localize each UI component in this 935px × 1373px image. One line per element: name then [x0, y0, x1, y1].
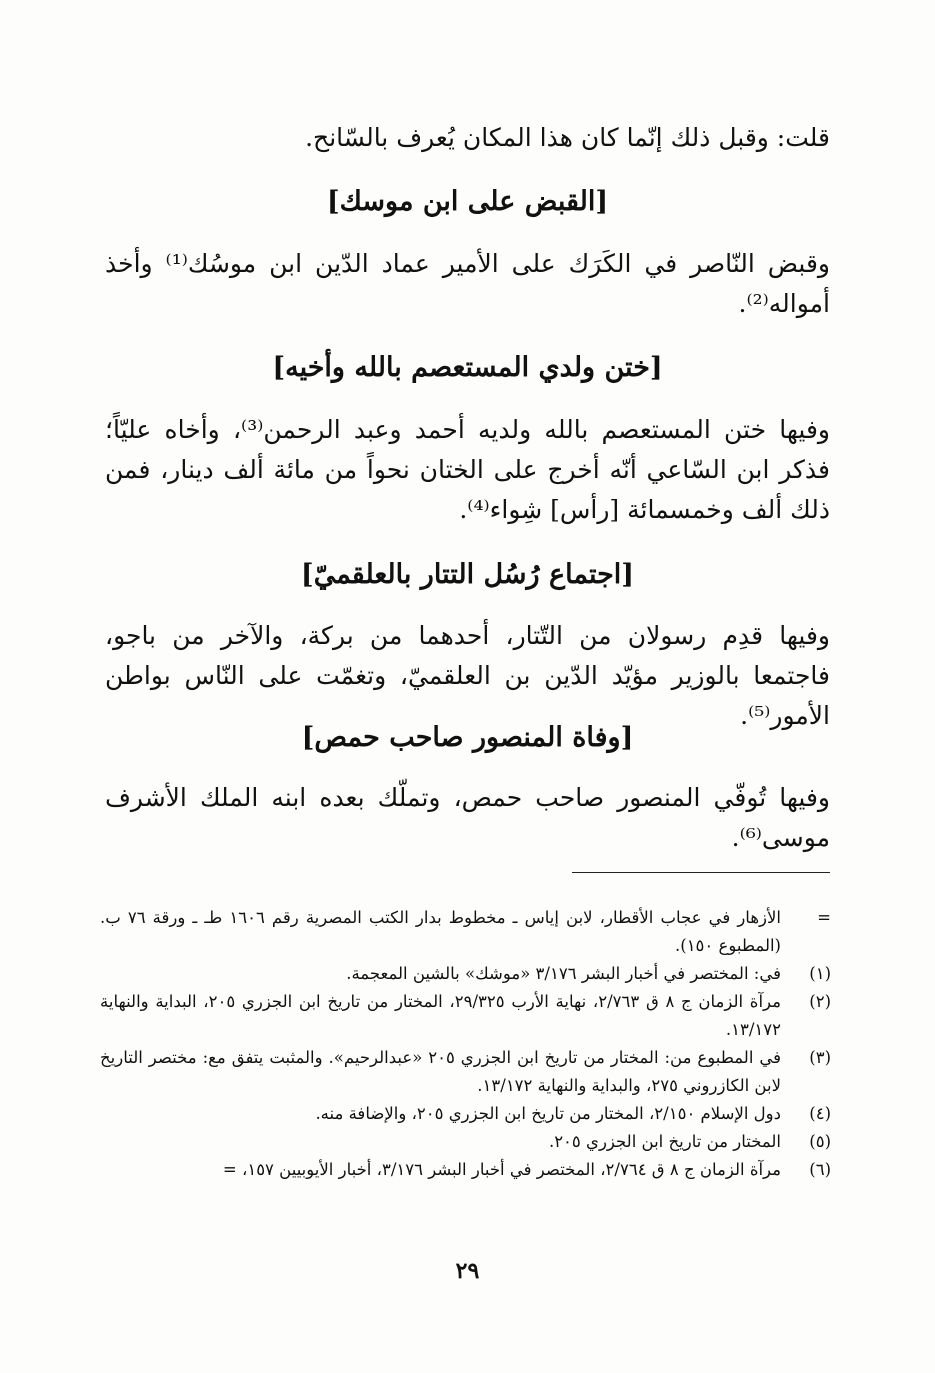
- footnote-number: (١): [809, 964, 831, 983]
- footnote-continued: [100, 904, 835, 960]
- footnote-5: [100, 1128, 835, 1156]
- section-body-1: وقبض النّاصر في الكَرَك على الأمير عماد الدّين ابن موسُك⁽¹⁾ وأخذ أمواله⁽²⁾.: [105, 249, 830, 318]
- footnote-text: في: المختصر في أخبار البشر ٣/١٧٦ «موشك» بالشين المعجمة.: [346, 964, 781, 983]
- footnote-text: المختار من تاريخ ابن الجزري ٢٠٥.: [548, 1132, 781, 1151]
- footnote-4: [100, 1100, 835, 1128]
- footnotes: [100, 904, 835, 1184]
- section-body-4: وفيها تُوفّي المنصور صاحب حمص، وتملّك بعده ابنه الملك الأشرف موسى⁽⁶⁾.: [105, 783, 830, 852]
- footnote-number: (٣): [809, 1048, 831, 1067]
- footnote-divider: [572, 872, 830, 873]
- footnote-number: (٥): [809, 1132, 831, 1151]
- section-heading-3: [اجتماع رُسُل التتار بالعلقميّ]: [300, 559, 635, 590]
- section-body-2: وفيها ختن المستعصم بالله ولديه أحمد وعبد الرحمن⁽³⁾، وأخاه عليّاً؛ فذكر ابن السّاعي أنّه أخرج على الختان نحواً من مائة ألف دينار، فمن ذلك ألف وخمسمائة [رأس] شِواء⁽⁴⁾.: [105, 415, 831, 524]
- section-heading-2: [ختن ولدي المستعصم بالله وأخيه]: [272, 352, 663, 383]
- section-heading-4: [وفاة المنصور صاحب حمص]: [301, 722, 634, 753]
- footnote-1: [100, 960, 835, 988]
- footnote-number: (٢): [809, 992, 831, 1011]
- footnote-number: (٤): [809, 1104, 831, 1123]
- footnote-6: [100, 1156, 835, 1184]
- footnote-2: [100, 988, 835, 1044]
- footnote-number: =: [817, 908, 831, 927]
- footnote-text: دول الإسلام ٢/١٥٠، المختار من تاريخ ابن الجزري ٢٠٥، والإضافة منه.: [315, 1104, 781, 1123]
- footnote-text: الأزهار في عجاب الأقطار، لابن إياس ـ مخطوط بدار الكتب المصرية رقم ١٦٠٦ طـ ـ ورقة ٧٦ ب. (المطبوع ١٥٠).: [100, 908, 781, 955]
- footnote-3: [100, 1044, 835, 1100]
- intro-paragraph: قلت: وقبل ذلك إنّما كان هذا المكان يُعرف بالسّانح.: [305, 123, 830, 152]
- section-body-3: وفيها قدِم رسولان من التّتار، أحدهما من بركة، والآخر من باجو، فاجتمعا بالوزير مؤيّد الدّين بن العلقميّ، وتغمّت على النّاس بواطن الأمور⁽⁵⁾.: [105, 621, 830, 730]
- page-number: ٢٩: [455, 1258, 480, 1284]
- footnote-number: (٦): [809, 1160, 831, 1179]
- section-heading-1: [القبض على ابن موسك]: [326, 186, 609, 217]
- footnote-text: مرآة الزمان ج ٨ ق ٢/٧٦٣، نهاية الأرب ٢٩/٣٢٥، المختار من تاريخ ابن الجزري ٢٠٥، البداية والنهاية ١٣/١٧٢.: [100, 992, 781, 1039]
- footnote-text: مرآة الزمان ج ٨ ق ٢/٧٦٤، المختصر في أخبار البشر ٣/١٧٦، أخبار الأيوبيين ١٥٧، =: [222, 1160, 781, 1179]
- footnote-text: في المطبوع من: المختار من تاريخ ابن الجزري ٢٠٥ «عبدالرحيم». والمثبت يتفق مع: مختصر التاريخ لابن الكازروني ٢٧٥، والبداية والنهاية ١٣/١٧٢.: [100, 1048, 781, 1095]
